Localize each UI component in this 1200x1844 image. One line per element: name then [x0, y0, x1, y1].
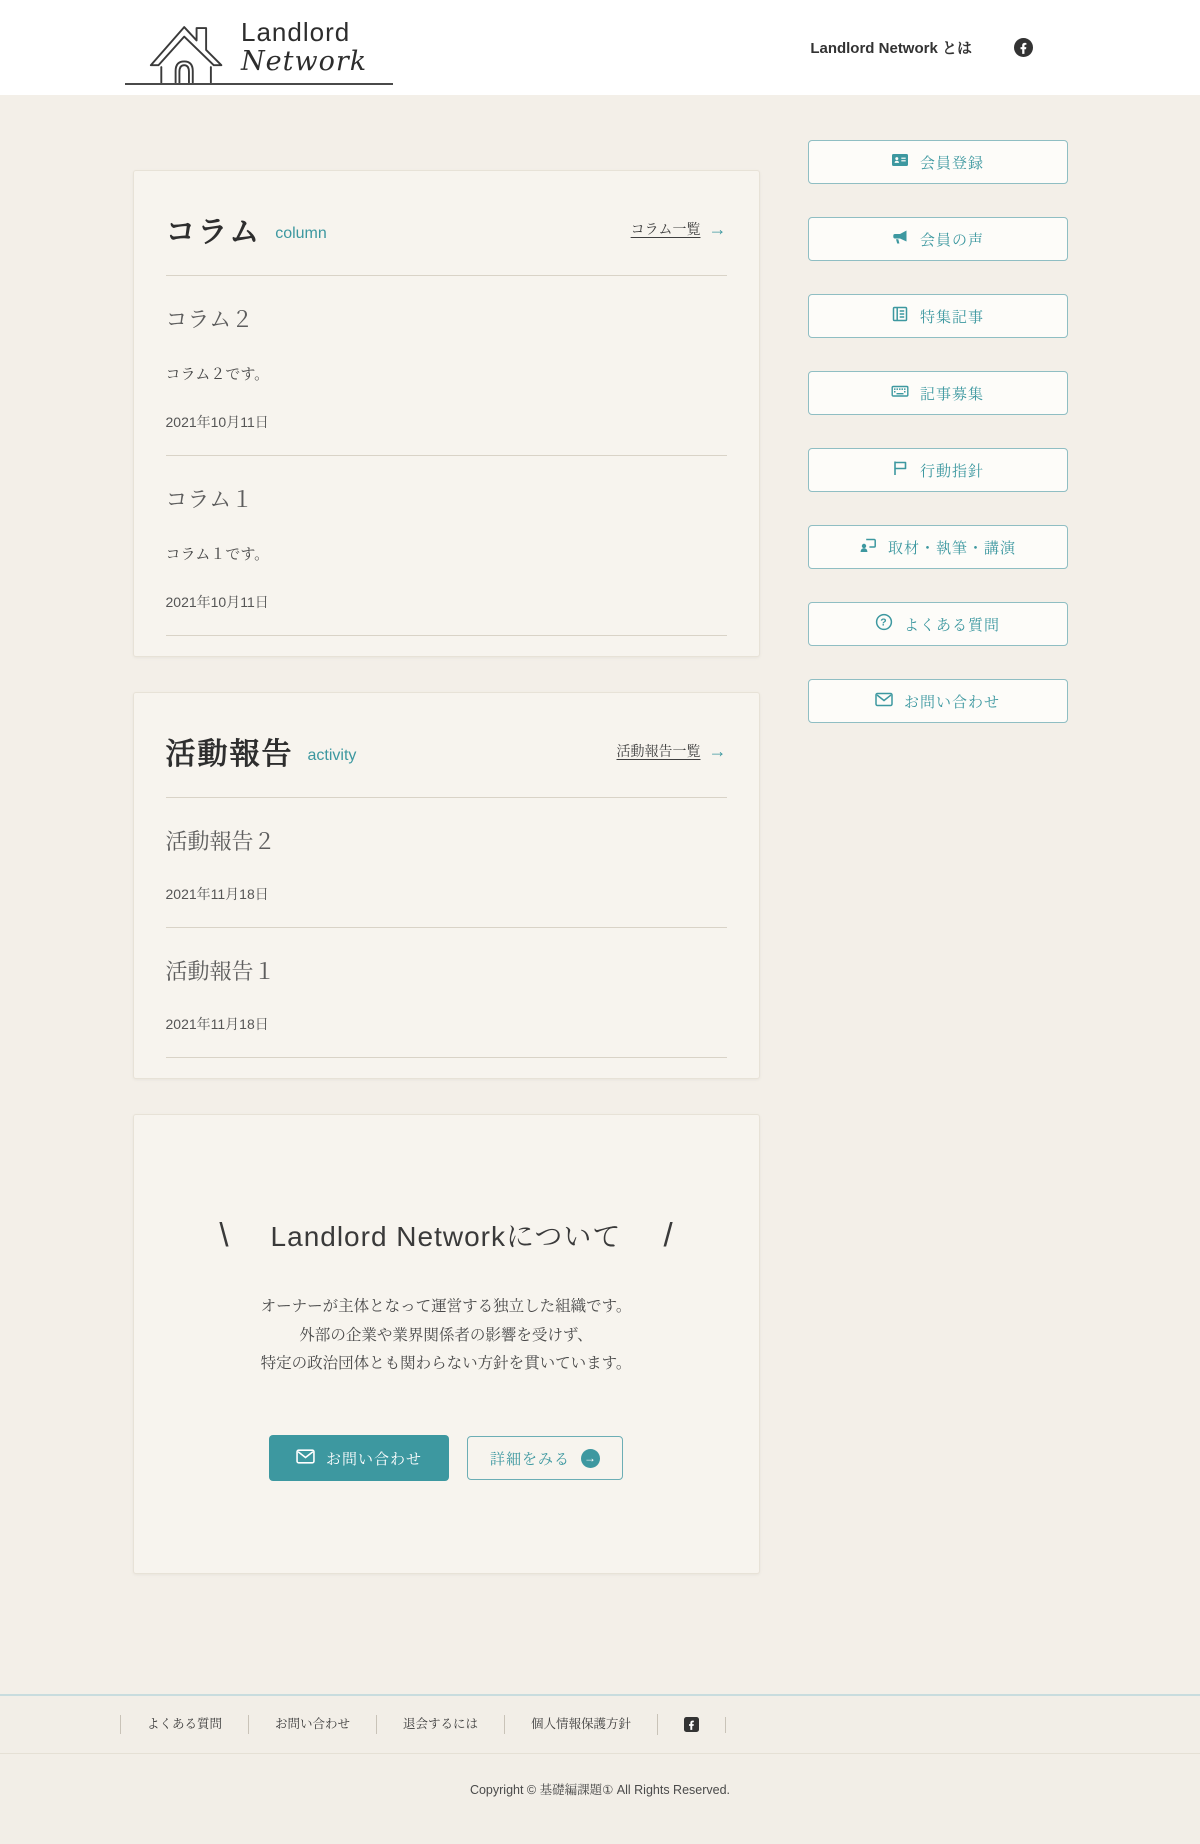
activity-entry-title[interactable]: 活動報告２ [165, 829, 276, 854]
about-section-card [133, 1114, 760, 1574]
presentation-icon [859, 536, 877, 558]
sidebar-item-label: お問い合わせ [903, 693, 1000, 711]
sidebar-item-interview-writing-lecture[interactable] [808, 525, 1068, 569]
about-description-line: 外部の企業や業界関係者の影響を受けず、 [299, 1326, 593, 1344]
sidebar-item-feature-articles[interactable] [808, 294, 1068, 338]
facebook-square-icon[interactable] [657, 1714, 725, 1735]
arrow-right-icon: → [708, 740, 727, 761]
divider [166, 455, 727, 456]
sidebar-item-code-of-conduct[interactable] [808, 448, 1068, 492]
activity-entry-date: 2021年11月18日 [165, 886, 269, 902]
activity-section-card [133, 692, 760, 1079]
site-logo[interactable] [125, 11, 393, 85]
divider [166, 1057, 727, 1058]
copyright-bar [0, 1753, 1200, 1844]
column-list-link[interactable] [631, 219, 727, 240]
sidebar-item-contact[interactable] [808, 679, 1068, 723]
column-entry-description: コラム１です。 [165, 546, 270, 563]
sidebar-item-label: 行動指針 [919, 462, 984, 480]
about-title: Landlord Networkについて [270, 1221, 622, 1252]
sidebar-item-label: 会員の声 [919, 231, 984, 249]
about-description-line: 特定の政治団体とも関わらない方針を貫いています。 [260, 1355, 632, 1373]
facebook-circle-icon[interactable] [1014, 38, 1033, 57]
footer-links [120, 1696, 1080, 1753]
site-header [0, 0, 1200, 95]
about-buttons [174, 1435, 719, 1481]
column-section-subtitle: column [275, 225, 327, 242]
activity-entry-title[interactable]: 活動報告１ [165, 959, 276, 984]
detail-button-label: 詳細をみる [490, 1450, 571, 1468]
column-entry-title[interactable]: コラム１ [165, 487, 254, 512]
activity-list-link[interactable] [617, 741, 727, 762]
nav-about-link[interactable]: Landlord Network とは [810, 40, 972, 57]
divider [166, 275, 727, 276]
contact-button-label: お問い合わせ [325, 1450, 422, 1468]
activity-section-subtitle: activity [307, 747, 357, 764]
about-description [174, 1293, 719, 1379]
question-icon [875, 613, 893, 635]
main-container [133, 95, 1068, 1574]
activity-list-link-label: 活動報告一覧 [616, 743, 701, 759]
sidebar-item-label: 取材・執筆・講演 [887, 539, 1016, 557]
column-entry [166, 483, 727, 636]
megaphone-icon [891, 228, 909, 250]
sidebar-item-label: 特集記事 [919, 308, 984, 326]
id-card-icon [891, 151, 909, 173]
activity-entry [166, 825, 727, 928]
logo-line1: Landlord [241, 16, 351, 47]
sidebar-item-article-recruitment[interactable] [808, 371, 1068, 415]
logo-text [241, 16, 368, 83]
column-section-card [133, 170, 760, 657]
footer-link-withdrawal[interactable]: 退会するには [376, 1715, 504, 1734]
column-entry-date: 2021年10月11日 [165, 594, 269, 610]
activity-entry-date: 2021年11月18日 [165, 1016, 269, 1032]
column-entry-date: 2021年10月11日 [165, 414, 269, 430]
sidebar [808, 140, 1068, 1574]
site-footer [0, 1694, 1200, 1844]
main-column [133, 170, 760, 1574]
footer-end-divider [725, 1717, 726, 1733]
sidebar-item-member-registration[interactable] [808, 140, 1068, 184]
detail-button[interactable] [467, 1436, 623, 1480]
keyboard-icon [891, 382, 909, 404]
footer-inner [120, 1696, 1080, 1753]
about-description-line: オーナーが主体となって運営する独立した組織です。 [260, 1298, 632, 1315]
decoration-backslash: \ [219, 1216, 229, 1253]
arrow-circle-icon: → [581, 1449, 600, 1468]
arrow-right-icon: → [708, 218, 727, 239]
activity-section-title: 活動報告 [165, 738, 294, 771]
divider [166, 927, 727, 928]
activity-section-head [166, 729, 727, 773]
divider [166, 635, 727, 636]
flag-icon [891, 459, 909, 481]
column-entry-description: コラム２です。 [165, 366, 270, 383]
column-entry-title[interactable]: コラム２ [165, 307, 254, 332]
footer-link-faq[interactable]: よくある質問 [120, 1715, 248, 1734]
about-title-row [174, 1215, 719, 1255]
mail-icon [875, 692, 893, 711]
sidebar-item-label: よくある質問 [903, 616, 1000, 634]
magazine-icon [891, 305, 909, 327]
sidebar-item-member-voices[interactable] [808, 217, 1068, 261]
sidebar-item-faq[interactable] [808, 602, 1068, 646]
mail-icon [296, 1449, 315, 1468]
column-section-title: コラム [165, 216, 262, 249]
divider [166, 797, 727, 798]
column-entry [166, 303, 727, 456]
contact-button[interactable] [269, 1435, 449, 1481]
copyright-text: Copyright © 基礎編課題① All Rights Reserved. [469, 1783, 731, 1798]
decoration-slash: / [663, 1216, 673, 1253]
footer-link-contact[interactable]: お問い合わせ [248, 1715, 376, 1734]
sidebar-item-label: 会員登録 [919, 154, 984, 172]
sidebar-item-label: 記事募集 [919, 385, 984, 403]
logo-line2: Network [241, 45, 368, 77]
header-nav [810, 37, 1033, 58]
column-section-head [166, 207, 727, 251]
column-list-link-label: コラム一覧 [630, 221, 701, 237]
svg-text:?: ? [880, 616, 888, 629]
house-icon [147, 15, 229, 83]
activity-entry [166, 955, 727, 1058]
footer-link-privacy-policy[interactable]: 個人情報保護方針 [504, 1715, 657, 1734]
